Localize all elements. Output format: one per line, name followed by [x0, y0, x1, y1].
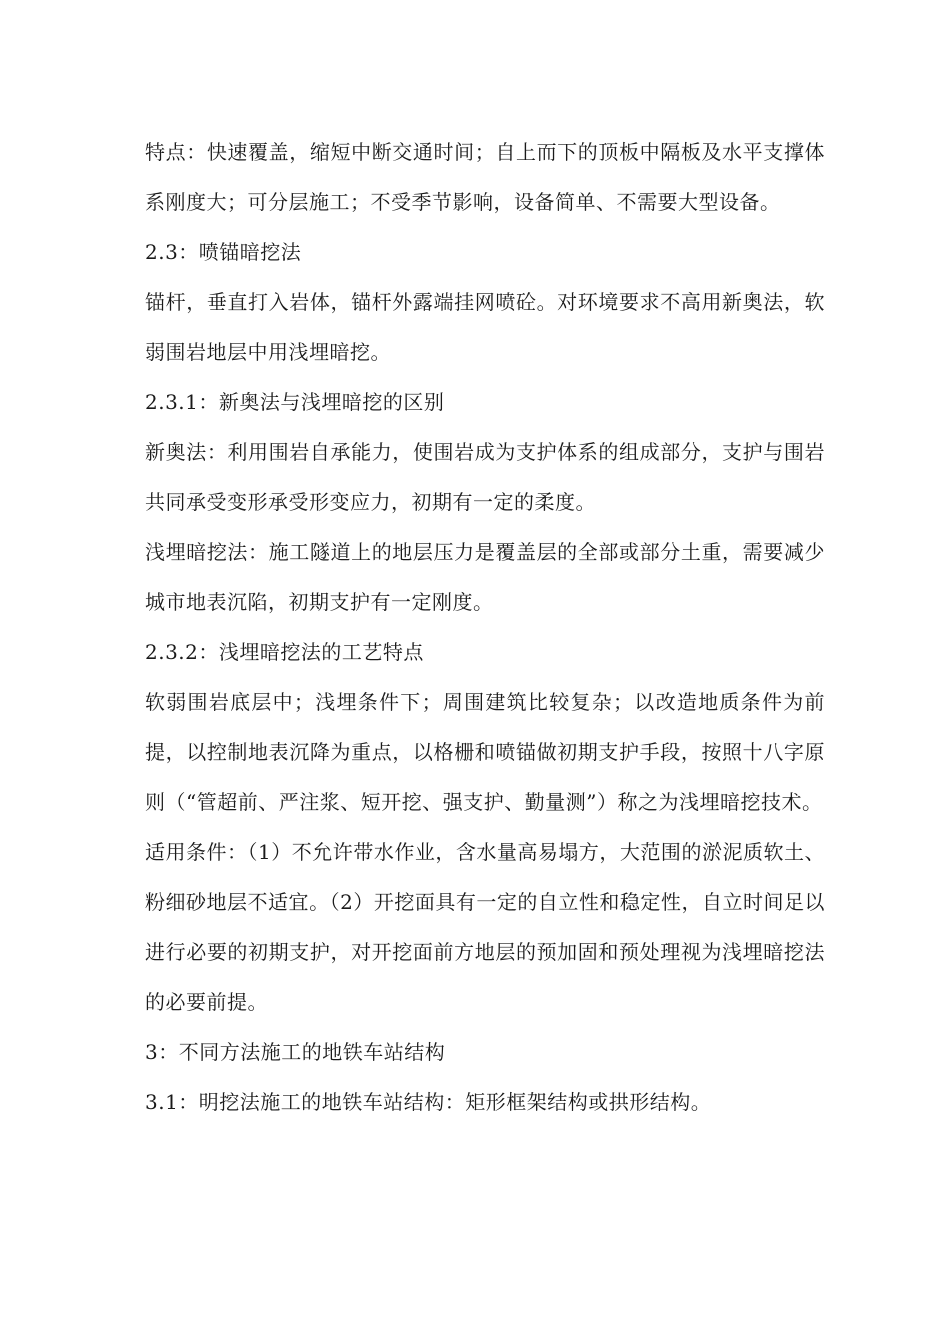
paragraph-shallow-method: 浅埋暗挖法：施工隧道上的地层压力是覆盖层的全部或部分土重，需要减少城市地表沉陷，初期支护有一定刚度。: [145, 540, 825, 614]
document-page: [145, 127, 825, 1127]
paragraph-anchor: 锚杆，垂直打入岩体，锚杆外露端挂网喷砼。对环境要求不高用新奥法，软弱围岩地层中用浅埋暗挖。: [145, 290, 825, 364]
heading-2-3: 2.3：喷锚暗挖法: [145, 240, 302, 264]
heading-2-3-1: 2.3.1：新奥法与浅埋暗挖的区别: [145, 390, 445, 414]
heading-2-3-2: 2.3.2：浅埋暗挖法的工艺特点: [145, 640, 424, 664]
paragraph-3-1: 3.1：明挖法施工的地铁车站结构：矩形框架结构或拱形结构。: [145, 1090, 712, 1114]
paragraph-natm: 新奥法：利用围岩自承能力，使围岩成为支护体系的组成部分，支护与围岩共同承受变形承受形变应力，初期有一定的柔度。: [145, 440, 825, 514]
heading-3: 3：不同方法施工的地铁车站结构: [145, 1040, 446, 1064]
paragraph-features: 特点：快速覆盖，缩短中断交通时间；自上而下的顶板中隔板及水平支撑体系刚度大；可分层施工；不受季节影响，设备简单、不需要大型设备。: [145, 140, 825, 214]
paragraph-process-features: 软弱围岩底层中；浅埋条件下；周围建筑比较复杂；以改造地质条件为前提，以控制地表沉降为重点，以格栅和喷锚做初期支护手段，按照十八字原则（“管超前、严注浆、短开挖、强支护、勤量测”）称之为浅埋暗挖技术。: [145, 690, 825, 814]
paragraph-conditions: 适用条件：（1）不允许带水作业，含水量高易塌方，大范围的淤泥质软土、粉细砂地层不适宜。（2）开挖面具有一定的自立性和稳定性，自立时间足以进行必要的初期支护，对开挖面前方地层的预加固和预处理视为浅埋暗挖法的必要前提。: [145, 840, 825, 1014]
